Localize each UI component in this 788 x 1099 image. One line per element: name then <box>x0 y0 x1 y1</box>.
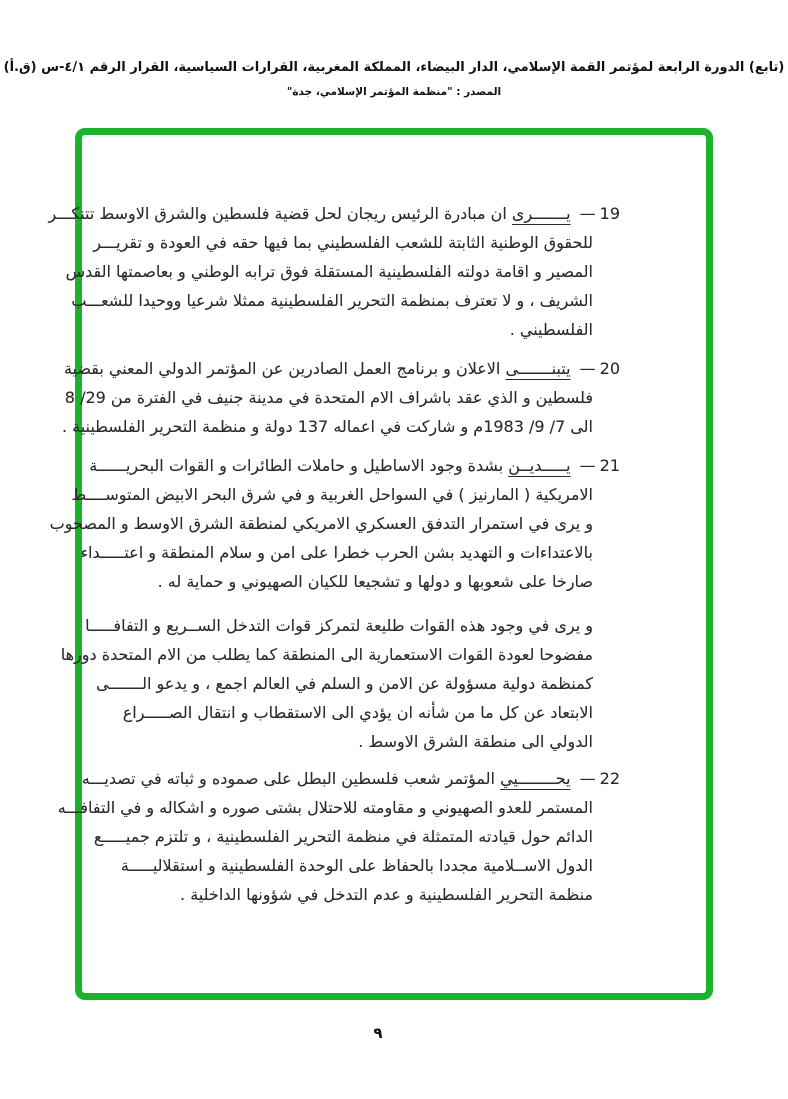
paragraph-text: ان مبادرة الرئيس ريجان لحل قضية فلسطين والشرق الاوسط تتنكـــر <box>48 204 507 223</box>
paragraph-text-line: و يرى في استمرار التدفق العسكري الامريكي لمنطقة الشرق الاوسط و المصحوب <box>49 514 593 533</box>
paragraph-text-line: الشريف ، و لا تعترف بمنظمة التحرير الفلسطينية ممثلا شرعيا ووحيدا للشعـــب <box>71 291 593 310</box>
paragraph-lead-line <box>81 764 620 793</box>
paragraph-dash: — <box>579 359 596 378</box>
paragraph-keyword-underlined: يـــــــرى <box>511 204 571 223</box>
paragraph-text-line: كمنظمة دولية مسؤولة عن الامن و السلم في العالم اجمع ، و يدعو الـــــــى <box>95 674 593 693</box>
paragraph-text-line: الدولي الى منطقة الشرق الاوسط . <box>358 732 593 751</box>
paragraph-text-line: للحقوق الوطنية الثابتة للشعب الفلسطيني بما فيها حقه في العودة و تقريـــر <box>93 233 593 252</box>
paragraph-lead-line <box>63 354 620 383</box>
paragraph-text-line: الامريكية ( المارنيز ) في السواحل الغربية و في شرق البحر الابيض المتوســــط <box>71 485 593 504</box>
document-citation-header: (تابع) الدورة الرابعة لمؤتمر القمة الإسلامي، الدار البيضاء، المملكة المغربية، القرارات السياسية، القرار الرقم ٤/١-س (ق.أ) <box>3 60 785 75</box>
paragraph-keyword-underlined: يحــــــــيي <box>500 769 571 788</box>
paragraph-keyword-underlined: يـــــديــن <box>508 456 571 475</box>
paragraph-text-line: مفضوحا لعودة القوات الاستعمارية الى المنطقة كما يطلب من الام المتحدة دورها <box>60 645 593 664</box>
paragraph-number: 20 <box>599 359 620 378</box>
paragraph-keyword-underlined: يتبنـــــــى <box>505 359 571 378</box>
paragraph-text-line: صارخا على شعوبها و دولها و تشجيعا للكيان الصهيوني و حماية له . <box>157 572 593 591</box>
paragraph-text-line: و يرى في وجود هذه القوات طليعة لتمركز قوات التدخل الســريع و التفافـــــا <box>85 616 593 635</box>
paragraph-number: 19 <box>599 204 620 223</box>
document-source-line: المصدر : "منظمة المؤتمر الإسلامي، جدة" <box>286 86 502 98</box>
paragraph-dash: — <box>579 769 596 788</box>
paragraph-dash: — <box>579 456 596 475</box>
paragraph-text-line: الدائم حول قيادته المتمثلة في منظمة التحرير الفلسطينية ، و تلتزم جميـــــع <box>93 827 593 846</box>
resolution-paragraph-20 <box>61 354 620 441</box>
paragraph-text: بشدة وجود الاساطيل و حاملات الطائرات و القوات البحريــــــة <box>89 456 504 475</box>
paragraph-number: 22 <box>599 769 620 788</box>
paragraph-text-line: منظمة التحرير الفلسطينية و عدم التدخل في شؤونها الداخلية . <box>180 885 593 904</box>
resolution-paragraph-21-continued <box>60 611 620 756</box>
paragraph-text-line: المستمر للعدو الصهيوني و مقاومته للاحتلال بشتى صوره و اشكاله و في التفافـــه <box>57 798 593 817</box>
paragraph-text-line: الدول الاســلامية مجددا بالحفاظ على الوحدة الفلسطينية و استقلاليـــــة <box>120 856 593 875</box>
paragraph-text-line: بالاعتداءات و التهديد بشن الحرب خطرا على امن و سلام المنطقة و اعتـــــداء <box>80 543 593 562</box>
page-number: ٩ <box>373 1024 383 1042</box>
resolution-paragraph-22 <box>57 764 620 909</box>
paragraph-text-line: المصير و اقامة دولته الفلسطينية المستقلة فوق ترابه الوطني و بعاصمتها القدس <box>65 262 593 281</box>
resolution-paragraph-21 <box>49 451 620 596</box>
paragraph-text-line: الابتعاد عن كل ما من شأنه ان يؤدي الى الاستقطاب و انتقال الصـــــراع <box>122 703 593 722</box>
paragraph-text: المؤتمر شعب فلسطين البطل على صموده و ثباته في تصديـــه <box>81 769 495 788</box>
paragraph-lead-line <box>48 199 620 228</box>
paragraph-text-line: الى 7/ 9/ 1983م و شاركت في اعماله 137 دولة و منظمة التحرير الفلسطينية . <box>61 417 593 436</box>
document-body <box>48 199 620 909</box>
paragraph-number: 21 <box>599 456 620 475</box>
resolution-paragraph-19 <box>48 199 620 344</box>
paragraph-text: الاعلان و برنامج العمل الصادرين عن المؤتمر الدولي المعني بقضية <box>63 359 501 378</box>
paragraph-text-line: فلسطين و الذي عقد باشراف الام المتحدة في مدينة جنيف في الفترة من 29/ 8 <box>64 388 593 407</box>
paragraph-text-line: الفلسطيني . <box>509 320 593 339</box>
paragraph-dash: — <box>579 204 596 223</box>
paragraph-lead-line <box>89 451 620 480</box>
